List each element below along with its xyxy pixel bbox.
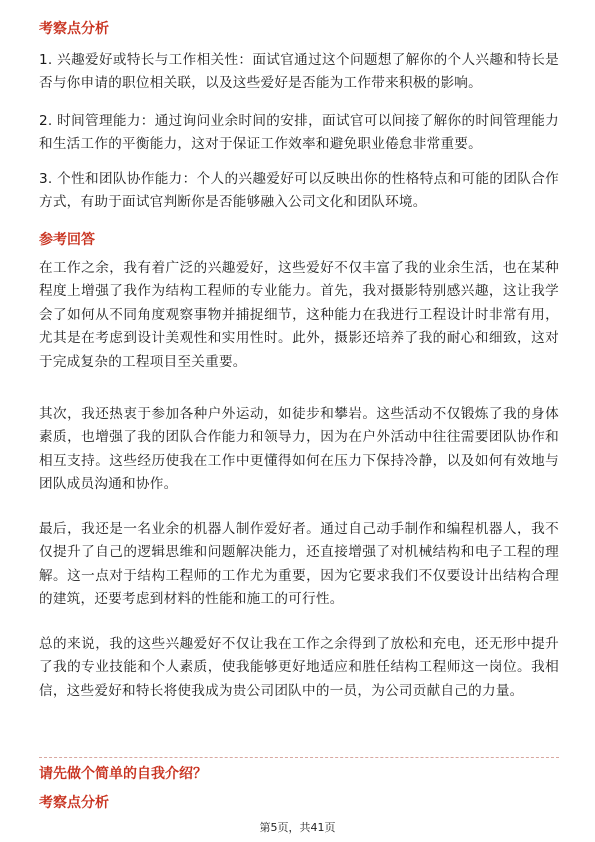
reference-answer-heading: 参考回答	[39, 232, 95, 248]
analysis-item-1: 1. 兴趣爱好或特长与工作相关性：面试官通过这个问题想了解你的个人兴趣和特长是否与你申请的职位相关联，以及这些爱好是否能为工作带来积极的影响。	[39, 52, 559, 92]
answer-paragraph-3: 最后，我还是一名业余的机器人制作爱好者。通过自己动手制作和编程机器人，我不仅提升了自己的逻辑思维和问题解决能力，还直接增强了对机械结构和电子工程的理解。这一点对于结构工程师的工作尤为重要，因为它要求我们不仅要设计出结构合理的建筑，还要考虑到材料的性能和施工的可行性。	[39, 521, 559, 608]
answer-paragraph-1: 在工作之余，我有着广泛的兴趣爱好，这些爱好不仅丰富了我的业余生活，也在某种程度上增强了我作为结构工程师的专业能力。首先，我对摄影特别感兴趣，这让我学会了如何从不同角度观察事物并捕捉细节，这种能力在我进行工程设计时非常有用，尤其是在考虑到设计美观性和实用性时。此外，摄影还培养了我的耐心和细致，这对于完成复杂的工程项目至关重要。	[39, 260, 559, 370]
analysis-item-2: 2. 时间管理能力：通过询问业余时间的安排，面试官可以间接了解你的时间管理能力和生活工作的平衡能力，这对于保证工作效率和避免职业倦怠非常重要。	[39, 113, 559, 153]
analysis-item-3: 3. 个性和团队协作能力：个人的兴趣爱好可以反映出你的性格特点和可能的团队合作方式，有助于面试官判断你是否能够融入公司文化和团队环境。	[39, 171, 559, 211]
analysis-heading: 考察点分析	[39, 21, 109, 37]
next-analysis-heading: 考察点分析	[39, 795, 109, 811]
page-footer: 第5页，共41页	[259, 821, 336, 834]
answer-paragraph-2: 其次，我还热衷于参加各种户外运动，如徒步和攀岩。这些活动不仅锻炼了我的身体素质，也增强了我的团队合作能力和领导力，因为在户外活动中往往需要团队协作和相互支持。这些经历使我在工作中更懂得如何在压力下保持冷静，以及如何有效地与团队成员沟通和协作。	[39, 406, 559, 493]
section-divider	[39, 757, 559, 758]
answer-paragraph-4: 总的来说，我的这些兴趣爱好不仅让我在工作之余得到了放松和充电，还无形中提升了我的专业技能和个人素质，使我能够更好地适应和胜任结构工程师这一岗位。我相信，这些爱好和特长将使我成为贵公司团队中的一员，为公司贡献自己的力量。	[39, 636, 559, 699]
next-question-heading: 请先做个简单的自我介绍？	[39, 766, 207, 782]
